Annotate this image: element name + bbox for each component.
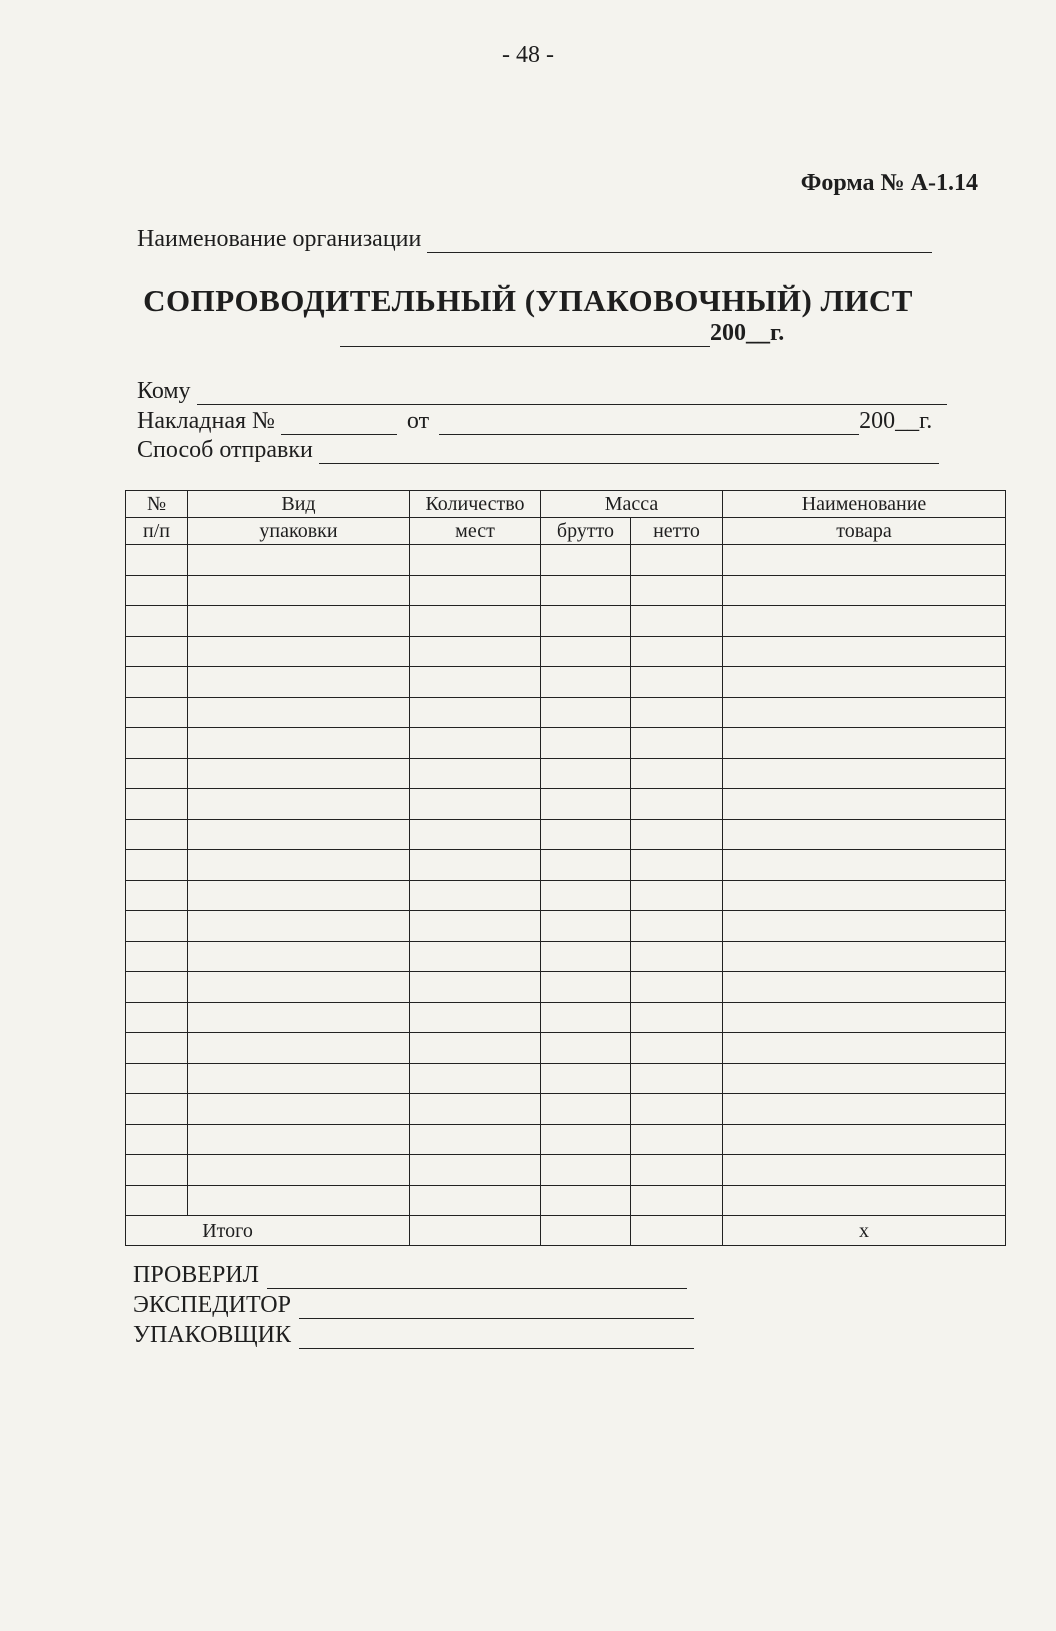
table-row bbox=[126, 1155, 1006, 1186]
packing-table bbox=[125, 490, 1006, 1246]
col-pack-header-2: упаковки bbox=[188, 518, 410, 545]
organization-row bbox=[137, 226, 932, 253]
cell-pack[interactable] bbox=[188, 1063, 410, 1094]
checked-row bbox=[133, 1262, 687, 1289]
table-row bbox=[126, 728, 1006, 759]
cell-net[interactable] bbox=[631, 1094, 723, 1125]
cell-pack[interactable] bbox=[188, 545, 410, 576]
table-row bbox=[126, 1094, 1006, 1125]
cell-qty[interactable] bbox=[410, 911, 541, 942]
cell-no[interactable] bbox=[126, 972, 188, 1003]
cell-pack[interactable] bbox=[188, 758, 410, 789]
cell-no[interactable] bbox=[126, 941, 188, 972]
cell-no[interactable] bbox=[126, 545, 188, 576]
to-row bbox=[137, 378, 947, 405]
table-row bbox=[126, 1002, 1006, 1033]
cell-gross[interactable] bbox=[541, 1033, 631, 1064]
cell-pack[interactable] bbox=[188, 667, 410, 698]
cell-no[interactable] bbox=[126, 667, 188, 698]
cell-pack[interactable] bbox=[188, 819, 410, 850]
title-date-field[interactable] bbox=[340, 324, 710, 347]
total-net-cell[interactable] bbox=[631, 1216, 723, 1246]
forwarder-label: ЭКСПЕДИТОР bbox=[133, 1292, 291, 1318]
cell-name[interactable] bbox=[723, 667, 1006, 698]
cell-qty[interactable] bbox=[410, 575, 541, 606]
total-gross-cell[interactable] bbox=[541, 1216, 631, 1246]
cell-name[interactable] bbox=[723, 1033, 1006, 1064]
table-row bbox=[126, 1063, 1006, 1094]
cell-qty[interactable] bbox=[410, 697, 541, 728]
cell-gross[interactable] bbox=[541, 850, 631, 881]
cell-gross[interactable] bbox=[541, 697, 631, 728]
cell-gross[interactable] bbox=[541, 667, 631, 698]
total-qty-cell[interactable] bbox=[410, 1216, 541, 1246]
packer-field[interactable] bbox=[299, 1326, 694, 1349]
invoice-year: 200__г. bbox=[859, 408, 933, 434]
cell-gross[interactable] bbox=[541, 1185, 631, 1216]
cell-no[interactable] bbox=[126, 697, 188, 728]
cell-net[interactable] bbox=[631, 880, 723, 911]
checked-label: ПРОВЕРИЛ bbox=[133, 1262, 259, 1288]
col-qty-header: Количество bbox=[410, 491, 541, 518]
cell-pack[interactable] bbox=[188, 1033, 410, 1064]
packer-row bbox=[133, 1322, 694, 1349]
cell-no[interactable] bbox=[126, 1094, 188, 1125]
table-row bbox=[126, 575, 1006, 606]
cell-name[interactable] bbox=[723, 758, 1006, 789]
cell-pack[interactable] bbox=[188, 606, 410, 637]
table-row bbox=[126, 850, 1006, 881]
cell-gross[interactable] bbox=[541, 1094, 631, 1125]
table-row bbox=[126, 941, 1006, 972]
col-name-header: Наименование bbox=[723, 491, 1006, 518]
cell-gross[interactable] bbox=[541, 789, 631, 820]
cell-no[interactable] bbox=[126, 1002, 188, 1033]
invoice-number-field[interactable] bbox=[281, 412, 397, 435]
cell-pack[interactable] bbox=[188, 1155, 410, 1186]
cell-name[interactable] bbox=[723, 575, 1006, 606]
invoice-row bbox=[137, 408, 932, 435]
table-row bbox=[126, 1185, 1006, 1216]
cell-name[interactable] bbox=[723, 972, 1006, 1003]
cell-pack[interactable] bbox=[188, 911, 410, 942]
cell-no[interactable] bbox=[126, 636, 188, 667]
cell-gross[interactable] bbox=[541, 819, 631, 850]
total-name-mark: х bbox=[723, 1216, 1006, 1246]
cell-gross[interactable] bbox=[541, 758, 631, 789]
cell-pack[interactable] bbox=[188, 850, 410, 881]
cell-gross[interactable] bbox=[541, 941, 631, 972]
table-row bbox=[126, 1033, 1006, 1064]
cell-qty[interactable] bbox=[410, 819, 541, 850]
cell-qty[interactable] bbox=[410, 667, 541, 698]
shipping-label: Способ отправки bbox=[137, 437, 313, 463]
cell-qty[interactable] bbox=[410, 728, 541, 759]
cell-name[interactable] bbox=[723, 1185, 1006, 1216]
cell-pack[interactable] bbox=[188, 972, 410, 1003]
cell-no[interactable] bbox=[126, 575, 188, 606]
table-row bbox=[126, 972, 1006, 1003]
col-pack-header: Вид bbox=[188, 491, 410, 518]
cell-name[interactable] bbox=[723, 606, 1006, 637]
table-row bbox=[126, 789, 1006, 820]
table-row bbox=[126, 697, 1006, 728]
table-row bbox=[126, 911, 1006, 942]
table-row bbox=[126, 819, 1006, 850]
cell-gross[interactable] bbox=[541, 972, 631, 1003]
cell-net[interactable] bbox=[631, 575, 723, 606]
packer-label: УПАКОВЩИК bbox=[133, 1322, 291, 1348]
cell-name[interactable] bbox=[723, 941, 1006, 972]
table-row bbox=[126, 636, 1006, 667]
cell-net[interactable] bbox=[631, 1002, 723, 1033]
cell-no[interactable] bbox=[126, 880, 188, 911]
cell-qty[interactable] bbox=[410, 1124, 541, 1155]
cell-net[interactable] bbox=[631, 1155, 723, 1186]
forwarder-row bbox=[133, 1292, 694, 1319]
checked-field[interactable] bbox=[267, 1266, 687, 1289]
cell-name[interactable] bbox=[723, 545, 1006, 576]
to-label: Кому bbox=[137, 378, 191, 404]
cell-no[interactable] bbox=[126, 1063, 188, 1094]
cell-qty[interactable] bbox=[410, 941, 541, 972]
cell-pack[interactable] bbox=[188, 728, 410, 759]
cell-pack[interactable] bbox=[188, 697, 410, 728]
cell-pack[interactable] bbox=[188, 1094, 410, 1125]
cell-gross[interactable] bbox=[541, 911, 631, 942]
table-row bbox=[126, 758, 1006, 789]
cell-qty[interactable] bbox=[410, 636, 541, 667]
to-field[interactable] bbox=[197, 382, 947, 405]
cell-gross[interactable] bbox=[541, 636, 631, 667]
total-label: Итого bbox=[126, 1216, 410, 1246]
cell-no[interactable] bbox=[126, 1185, 188, 1216]
cell-qty[interactable] bbox=[410, 1094, 541, 1125]
shipping-row bbox=[137, 437, 939, 464]
organization-field[interactable] bbox=[427, 230, 932, 253]
cell-net[interactable] bbox=[631, 1063, 723, 1094]
cell-gross[interactable] bbox=[541, 575, 631, 606]
cell-name[interactable] bbox=[723, 636, 1006, 667]
cell-no[interactable] bbox=[126, 606, 188, 637]
total-row bbox=[126, 1216, 1006, 1246]
cell-no[interactable] bbox=[126, 1155, 188, 1186]
cell-no[interactable] bbox=[126, 911, 188, 942]
cell-no[interactable] bbox=[126, 1124, 188, 1155]
invoice-date-field[interactable] bbox=[439, 412, 859, 435]
cell-net[interactable] bbox=[631, 941, 723, 972]
title-date: 200__г. bbox=[710, 320, 785, 346]
col-qty-header-2: мест bbox=[410, 518, 541, 545]
cell-qty[interactable] bbox=[410, 1155, 541, 1186]
cell-no[interactable] bbox=[126, 1033, 188, 1064]
cell-name[interactable] bbox=[723, 819, 1006, 850]
cell-name[interactable] bbox=[723, 850, 1006, 881]
cell-net[interactable] bbox=[631, 1124, 723, 1155]
title-date-row bbox=[340, 320, 784, 347]
cell-net[interactable] bbox=[631, 636, 723, 667]
cell-qty[interactable] bbox=[410, 850, 541, 881]
cell-net[interactable] bbox=[631, 728, 723, 759]
cell-net[interactable] bbox=[631, 667, 723, 698]
cell-net[interactable] bbox=[631, 819, 723, 850]
cell-name[interactable] bbox=[723, 728, 1006, 759]
cell-net[interactable] bbox=[631, 606, 723, 637]
cell-name[interactable] bbox=[723, 1124, 1006, 1155]
table-row bbox=[126, 1124, 1006, 1155]
cell-qty[interactable] bbox=[410, 789, 541, 820]
col-no-header-2: п/п bbox=[126, 518, 188, 545]
cell-no[interactable] bbox=[126, 728, 188, 759]
cell-pack[interactable] bbox=[188, 636, 410, 667]
cell-no[interactable] bbox=[126, 850, 188, 881]
cell-net[interactable] bbox=[631, 697, 723, 728]
page-number: - 48 - bbox=[502, 42, 554, 68]
table-body bbox=[126, 545, 1006, 1216]
cell-qty[interactable] bbox=[410, 880, 541, 911]
col-no-header: № bbox=[126, 491, 188, 518]
invoice-label: Накладная № bbox=[137, 408, 275, 434]
document-title: СОПРОВОДИТЕЛЬНЫЙ (УПАКОВОЧНЫЙ) ЛИСТ bbox=[143, 283, 913, 318]
cell-gross[interactable] bbox=[541, 728, 631, 759]
forwarder-field[interactable] bbox=[299, 1296, 694, 1319]
cell-pack[interactable] bbox=[188, 1124, 410, 1155]
table-row bbox=[126, 606, 1006, 637]
cell-pack[interactable] bbox=[188, 1002, 410, 1033]
table-row bbox=[126, 667, 1006, 698]
cell-gross[interactable] bbox=[541, 1002, 631, 1033]
col-net-header: нетто bbox=[631, 518, 723, 545]
col-mass-header: Масса bbox=[541, 491, 723, 518]
cell-no[interactable] bbox=[126, 819, 188, 850]
cell-gross[interactable] bbox=[541, 1124, 631, 1155]
form-number: Форма № А-1.14 bbox=[800, 170, 978, 196]
cell-name[interactable] bbox=[723, 789, 1006, 820]
cell-qty[interactable] bbox=[410, 758, 541, 789]
cell-pack[interactable] bbox=[188, 575, 410, 606]
cell-qty[interactable] bbox=[410, 1033, 541, 1064]
cell-net[interactable] bbox=[631, 1185, 723, 1216]
invoice-from-label: от bbox=[406, 408, 430, 434]
cell-net[interactable] bbox=[631, 972, 723, 1003]
cell-pack[interactable] bbox=[188, 880, 410, 911]
cell-name[interactable] bbox=[723, 1155, 1006, 1186]
table-row bbox=[126, 545, 1006, 576]
cell-pack[interactable] bbox=[188, 941, 410, 972]
cell-qty[interactable] bbox=[410, 545, 541, 576]
cell-net[interactable] bbox=[631, 789, 723, 820]
cell-gross[interactable] bbox=[541, 545, 631, 576]
cell-gross[interactable] bbox=[541, 606, 631, 637]
cell-gross[interactable] bbox=[541, 1063, 631, 1094]
cell-qty[interactable] bbox=[410, 1063, 541, 1094]
cell-qty[interactable] bbox=[410, 1185, 541, 1216]
cell-gross[interactable] bbox=[541, 880, 631, 911]
cell-pack[interactable] bbox=[188, 789, 410, 820]
cell-qty[interactable] bbox=[410, 606, 541, 637]
col-gross-header: брутто bbox=[541, 518, 631, 545]
cell-no[interactable] bbox=[126, 758, 188, 789]
col-name-header-2: товара bbox=[723, 518, 1006, 545]
organization-label: Наименование организации bbox=[137, 226, 422, 252]
cell-no[interactable] bbox=[126, 789, 188, 820]
cell-net[interactable] bbox=[631, 758, 723, 789]
cell-net[interactable] bbox=[631, 545, 723, 576]
cell-pack[interactable] bbox=[188, 1185, 410, 1216]
cell-name[interactable] bbox=[723, 911, 1006, 942]
cell-gross[interactable] bbox=[541, 1155, 631, 1186]
cell-net[interactable] bbox=[631, 1033, 723, 1064]
cell-name[interactable] bbox=[723, 1094, 1006, 1125]
cell-name[interactable] bbox=[723, 880, 1006, 911]
table-row bbox=[126, 880, 1006, 911]
cell-qty[interactable] bbox=[410, 972, 541, 1003]
cell-net[interactable] bbox=[631, 850, 723, 881]
cell-qty[interactable] bbox=[410, 1002, 541, 1033]
cell-name[interactable] bbox=[723, 1002, 1006, 1033]
cell-name[interactable] bbox=[723, 1063, 1006, 1094]
shipping-field[interactable] bbox=[319, 441, 939, 464]
cell-net[interactable] bbox=[631, 911, 723, 942]
cell-name[interactable] bbox=[723, 697, 1006, 728]
